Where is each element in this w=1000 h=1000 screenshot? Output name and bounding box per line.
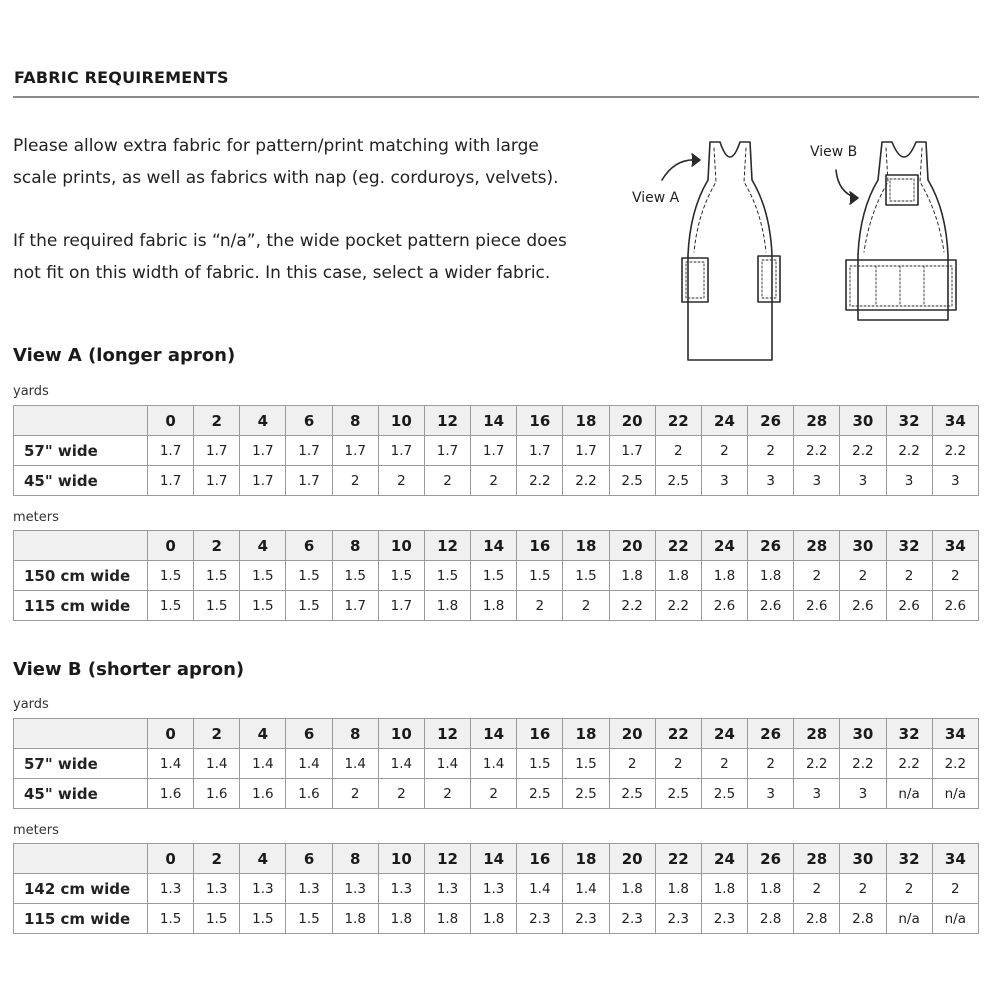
requirement-cell: 1.5 [471, 561, 517, 591]
requirement-cell: 1.4 [240, 749, 286, 779]
requirement-cell: 1.8 [471, 904, 517, 934]
size-header-cell: 6 [286, 531, 332, 561]
size-header-row [14, 531, 979, 561]
requirement-cell: 1.3 [332, 874, 378, 904]
requirement-cell: 2 [886, 874, 932, 904]
size-header-cell: 26 [748, 844, 794, 874]
requirement-cell: 1.4 [517, 874, 563, 904]
size-header-cell: 0 [148, 531, 194, 561]
requirement-cell: 1.6 [240, 779, 286, 809]
size-header-cell: 28 [794, 531, 840, 561]
requirement-cell: 1.7 [194, 466, 240, 496]
view-a-meters-table [13, 530, 979, 621]
size-header-cell: 4 [240, 844, 286, 874]
requirement-cell: 2 [332, 466, 378, 496]
requirement-cell: 1.7 [240, 436, 286, 466]
size-header-cell: 8 [332, 719, 378, 749]
requirement-cell: 1.8 [748, 561, 794, 591]
requirement-cell: 1.7 [286, 436, 332, 466]
size-header-cell: 6 [286, 406, 332, 436]
requirement-cell: 3 [701, 466, 747, 496]
requirement-cell: 1.3 [148, 874, 194, 904]
size-header-cell: 24 [701, 719, 747, 749]
requirement-cell: 2 [471, 779, 517, 809]
title-divider [13, 96, 979, 98]
requirement-cell: 1.5 [240, 561, 286, 591]
size-header-cell: 26 [748, 719, 794, 749]
size-header-cell: 16 [517, 719, 563, 749]
size-header-cell: 14 [471, 406, 517, 436]
requirement-cell: 1.7 [332, 436, 378, 466]
fabric-width-label: 45" wide [14, 466, 148, 496]
requirement-cell: 3 [748, 466, 794, 496]
size-header-cell: 32 [886, 719, 932, 749]
requirement-cell: 2 [655, 749, 701, 779]
requirement-cell: 1.5 [563, 561, 609, 591]
requirement-cell: n/a [886, 779, 932, 809]
requirement-cell: 2.5 [701, 779, 747, 809]
requirement-cell: 1.4 [194, 749, 240, 779]
requirement-cell: 2.6 [701, 591, 747, 621]
table-row [14, 904, 979, 934]
view-b-meters-table [13, 843, 979, 934]
intro-paragraph-2 [13, 225, 593, 289]
requirement-cell: 1.8 [701, 561, 747, 591]
requirement-cell: 2 [332, 779, 378, 809]
fabric-width-label: 115 cm wide [14, 591, 148, 621]
header-corner-cell [14, 719, 148, 749]
size-header-cell: 2 [194, 719, 240, 749]
size-header-cell: 22 [655, 844, 701, 874]
requirement-cell: 1.5 [240, 904, 286, 934]
requirement-cell: 1.7 [424, 436, 470, 466]
size-header-cell: 12 [424, 531, 470, 561]
requirement-cell: 2 [378, 779, 424, 809]
requirement-cell: 3 [794, 779, 840, 809]
size-header-cell: 28 [794, 406, 840, 436]
header-corner-cell [14, 406, 148, 436]
fabric-width-label: 150 cm wide [14, 561, 148, 591]
requirement-cell: 1.7 [378, 591, 424, 621]
size-header-cell: 10 [378, 719, 424, 749]
table-row [14, 561, 979, 591]
requirement-cell: 2 [701, 749, 747, 779]
requirement-cell: 2.2 [932, 749, 978, 779]
requirement-cell: 1.5 [286, 591, 332, 621]
requirement-cell: 2.2 [517, 466, 563, 496]
requirement-cell: 1.4 [563, 874, 609, 904]
requirement-cell: 1.4 [286, 749, 332, 779]
requirement-cell: 1.5 [194, 591, 240, 621]
size-header-cell: 0 [148, 844, 194, 874]
size-header-cell: 30 [840, 531, 886, 561]
intro-line: Please allow extra fabric for pattern/print matching with large [13, 136, 539, 156]
size-header-cell: 18 [563, 719, 609, 749]
requirement-cell: 2.3 [701, 904, 747, 934]
size-header-cell: 20 [609, 531, 655, 561]
header-corner-cell [14, 844, 148, 874]
requirement-cell: 1.3 [378, 874, 424, 904]
requirement-cell: 1.8 [471, 591, 517, 621]
requirement-cell: n/a [932, 904, 978, 934]
size-header-cell: 24 [701, 531, 747, 561]
requirement-cell: 1.8 [332, 904, 378, 934]
requirement-cell: 1.6 [194, 779, 240, 809]
size-header-cell: 20 [609, 719, 655, 749]
table-row [14, 466, 979, 496]
requirement-cell: 2.6 [932, 591, 978, 621]
requirement-cell: 1.7 [332, 591, 378, 621]
requirement-cell: 2.6 [794, 591, 840, 621]
requirement-cell: 2 [886, 561, 932, 591]
size-header-cell: 30 [840, 406, 886, 436]
size-header-cell: 2 [194, 844, 240, 874]
size-header-cell: 4 [240, 531, 286, 561]
intro-line: scale prints, as well as fabrics with nap (eg. corduroys, velvets). [13, 168, 559, 188]
requirement-cell: 2 [794, 874, 840, 904]
requirement-cell: 2.2 [655, 591, 701, 621]
view-b-meters-unit: meters [13, 823, 59, 838]
size-header-cell: 8 [332, 531, 378, 561]
size-header-cell: 12 [424, 719, 470, 749]
size-header-cell: 14 [471, 844, 517, 874]
size-header-row [14, 844, 979, 874]
requirement-cell: 3 [794, 466, 840, 496]
table-row [14, 779, 979, 809]
size-header-row [14, 406, 979, 436]
requirement-cell: 1.5 [332, 561, 378, 591]
table-row [14, 749, 979, 779]
requirement-cell: 3 [748, 779, 794, 809]
size-header-cell: 32 [886, 531, 932, 561]
requirement-cell: 3 [840, 779, 886, 809]
fabric-width-label: 57" wide [14, 436, 148, 466]
requirement-cell: 2 [932, 561, 978, 591]
requirement-cell: 1.4 [332, 749, 378, 779]
view-b-wide-pocket [846, 260, 956, 310]
size-header-cell: 6 [286, 719, 332, 749]
size-header-cell: 32 [886, 406, 932, 436]
size-header-cell: 12 [424, 844, 470, 874]
requirement-cell: 1.7 [609, 436, 655, 466]
size-header-cell: 16 [517, 531, 563, 561]
requirement-cell: 2.3 [609, 904, 655, 934]
size-header-cell: 2 [194, 406, 240, 436]
requirement-cell: 1.5 [378, 561, 424, 591]
requirement-cell: 2.6 [840, 591, 886, 621]
view-a-apron-outline [688, 142, 772, 360]
requirement-cell: 2 [840, 874, 886, 904]
table-row [14, 436, 979, 466]
requirement-cell: 2 [517, 591, 563, 621]
size-header-cell: 26 [748, 531, 794, 561]
size-header-cell: 34 [932, 406, 978, 436]
requirement-cell: 2.2 [886, 436, 932, 466]
intro-line: not fit on this width of fabric. In this case, select a wider fabric. [13, 263, 551, 283]
size-header-cell: 30 [840, 719, 886, 749]
view-a-yards-table [13, 405, 979, 496]
view-b-bib-pocket [886, 175, 918, 205]
requirement-cell: 2 [701, 436, 747, 466]
requirement-cell: 2.6 [886, 591, 932, 621]
requirement-cell: 2.3 [563, 904, 609, 934]
view-a-right-pocket [758, 256, 780, 302]
requirement-cell: 1.5 [424, 561, 470, 591]
size-header-cell: 8 [332, 406, 378, 436]
size-header-cell: 0 [148, 406, 194, 436]
requirement-cell: 1.7 [148, 436, 194, 466]
requirement-cell: 1.7 [240, 466, 286, 496]
size-header-cell: 24 [701, 844, 747, 874]
view-b-yards-table [13, 718, 979, 809]
requirement-cell: 3 [932, 466, 978, 496]
size-header-cell: 34 [932, 531, 978, 561]
requirement-cell: 1.5 [517, 561, 563, 591]
requirement-cell: n/a [886, 904, 932, 934]
size-header-cell: 18 [563, 531, 609, 561]
size-header-cell: 22 [655, 406, 701, 436]
requirement-cell: 1.5 [240, 591, 286, 621]
requirement-cell: 2.5 [655, 779, 701, 809]
requirement-cell: 1.3 [240, 874, 286, 904]
size-header-cell: 28 [794, 719, 840, 749]
requirement-cell: 1.3 [424, 874, 470, 904]
requirement-cell: 1.7 [148, 466, 194, 496]
requirement-cell: 2.8 [840, 904, 886, 934]
size-header-cell: 8 [332, 844, 378, 874]
size-header-cell: 18 [563, 844, 609, 874]
requirement-cell: 1.5 [148, 561, 194, 591]
intro-paragraph-1 [13, 130, 593, 194]
requirement-cell: 1.7 [563, 436, 609, 466]
requirement-cell: 1.7 [517, 436, 563, 466]
requirement-cell: 2.5 [563, 779, 609, 809]
fabric-width-label: 115 cm wide [14, 904, 148, 934]
requirement-cell: 1.5 [563, 749, 609, 779]
requirement-cell: 1.3 [194, 874, 240, 904]
size-header-row [14, 719, 979, 749]
requirement-cell: 2.5 [655, 466, 701, 496]
requirement-cell: 1.6 [286, 779, 332, 809]
requirement-cell: 1.4 [471, 749, 517, 779]
size-header-cell: 12 [424, 406, 470, 436]
view-a-meters-unit: meters [13, 510, 59, 525]
requirement-cell: 1.8 [655, 561, 701, 591]
size-header-cell: 24 [701, 406, 747, 436]
fabric-width-label: 142 cm wide [14, 874, 148, 904]
requirement-cell: 1.4 [424, 749, 470, 779]
view-a-label: View A [632, 190, 680, 206]
view-b-title: View B (shorter apron) [13, 659, 245, 680]
header-corner-cell [14, 531, 148, 561]
requirement-cell: 2.2 [794, 436, 840, 466]
view-a-title: View A (longer apron) [13, 345, 236, 366]
requirement-cell: 1.8 [609, 561, 655, 591]
requirement-cell: 2.6 [748, 591, 794, 621]
size-header-cell: 14 [471, 531, 517, 561]
view-b-apron-outline [858, 142, 948, 320]
intro-line: If the required fabric is “n/a”, the wide pocket pattern piece does [13, 231, 567, 251]
requirement-cell: 2.2 [840, 436, 886, 466]
requirement-cell: n/a [932, 779, 978, 809]
requirement-cell: 1.3 [286, 874, 332, 904]
requirement-cell: 2.2 [794, 749, 840, 779]
requirement-cell: 3 [886, 466, 932, 496]
view-b-yards-unit: yards [13, 697, 49, 712]
requirement-cell: 2.2 [932, 436, 978, 466]
requirement-cell: 2 [424, 466, 470, 496]
size-header-cell: 22 [655, 531, 701, 561]
size-header-cell: 10 [378, 844, 424, 874]
size-header-cell: 2 [194, 531, 240, 561]
requirement-cell: 1.8 [424, 591, 470, 621]
requirement-cell: 1.8 [748, 874, 794, 904]
requirement-cell: 2.5 [517, 779, 563, 809]
requirement-cell: 1.5 [194, 561, 240, 591]
requirement-cell: 1.8 [701, 874, 747, 904]
requirement-cell: 1.5 [517, 749, 563, 779]
view-b-label: View B [810, 144, 858, 160]
requirement-cell: 1.7 [286, 466, 332, 496]
requirement-cell: 1.3 [471, 874, 517, 904]
size-header-cell: 4 [240, 719, 286, 749]
requirement-cell: 1.8 [424, 904, 470, 934]
requirement-cell: 3 [840, 466, 886, 496]
requirement-cell: 2 [655, 436, 701, 466]
fabric-width-label: 57" wide [14, 749, 148, 779]
size-header-cell: 28 [794, 844, 840, 874]
table-row [14, 874, 979, 904]
requirement-cell: 2 [609, 749, 655, 779]
section-title: FABRIC REQUIREMENTS [14, 68, 229, 87]
requirement-cell: 1.7 [194, 436, 240, 466]
requirement-cell: 2 [424, 779, 470, 809]
size-header-cell: 30 [840, 844, 886, 874]
requirement-cell: 2.5 [609, 466, 655, 496]
requirement-cell: 2.2 [886, 749, 932, 779]
requirement-cell: 1.5 [148, 591, 194, 621]
requirement-cell: 1.8 [609, 874, 655, 904]
size-header-cell: 14 [471, 719, 517, 749]
size-header-cell: 16 [517, 844, 563, 874]
requirement-cell: 2 [748, 436, 794, 466]
requirement-cell: 1.8 [378, 904, 424, 934]
size-header-cell: 34 [932, 719, 978, 749]
requirement-cell: 2.2 [840, 749, 886, 779]
requirement-cell: 2.3 [655, 904, 701, 934]
requirement-cell: 1.4 [378, 749, 424, 779]
size-header-cell: 18 [563, 406, 609, 436]
requirement-cell: 1.6 [148, 779, 194, 809]
size-header-cell: 22 [655, 719, 701, 749]
requirement-cell: 2 [932, 874, 978, 904]
requirement-cell: 2.8 [794, 904, 840, 934]
requirement-cell: 1.7 [471, 436, 517, 466]
requirement-cell: 2 [563, 591, 609, 621]
requirement-cell: 2.3 [517, 904, 563, 934]
size-header-cell: 6 [286, 844, 332, 874]
requirement-cell: 2 [748, 749, 794, 779]
requirement-cell: 2 [794, 561, 840, 591]
size-header-cell: 4 [240, 406, 286, 436]
size-header-cell: 20 [609, 406, 655, 436]
requirement-cell: 2.8 [748, 904, 794, 934]
requirement-cell: 2 [378, 466, 424, 496]
table-row [14, 591, 979, 621]
size-header-cell: 10 [378, 406, 424, 436]
requirement-cell: 2.2 [609, 591, 655, 621]
apron-illustration [620, 130, 990, 370]
requirement-cell: 2.5 [609, 779, 655, 809]
size-header-cell: 20 [609, 844, 655, 874]
size-header-cell: 34 [932, 844, 978, 874]
fabric-width-label: 45" wide [14, 779, 148, 809]
view-a-yards-unit: yards [13, 384, 49, 399]
requirement-cell: 1.4 [148, 749, 194, 779]
requirement-cell: 1.8 [655, 874, 701, 904]
requirement-cell: 1.5 [194, 904, 240, 934]
requirement-cell: 2.2 [563, 466, 609, 496]
size-header-cell: 16 [517, 406, 563, 436]
requirement-cell: 1.5 [148, 904, 194, 934]
requirement-cell: 1.5 [286, 904, 332, 934]
requirement-cell: 2 [471, 466, 517, 496]
size-header-cell: 0 [148, 719, 194, 749]
size-header-cell: 26 [748, 406, 794, 436]
requirement-cell: 2 [840, 561, 886, 591]
requirement-cell: 1.5 [286, 561, 332, 591]
size-header-cell: 32 [886, 844, 932, 874]
requirement-cell: 1.7 [378, 436, 424, 466]
size-header-cell: 10 [378, 531, 424, 561]
